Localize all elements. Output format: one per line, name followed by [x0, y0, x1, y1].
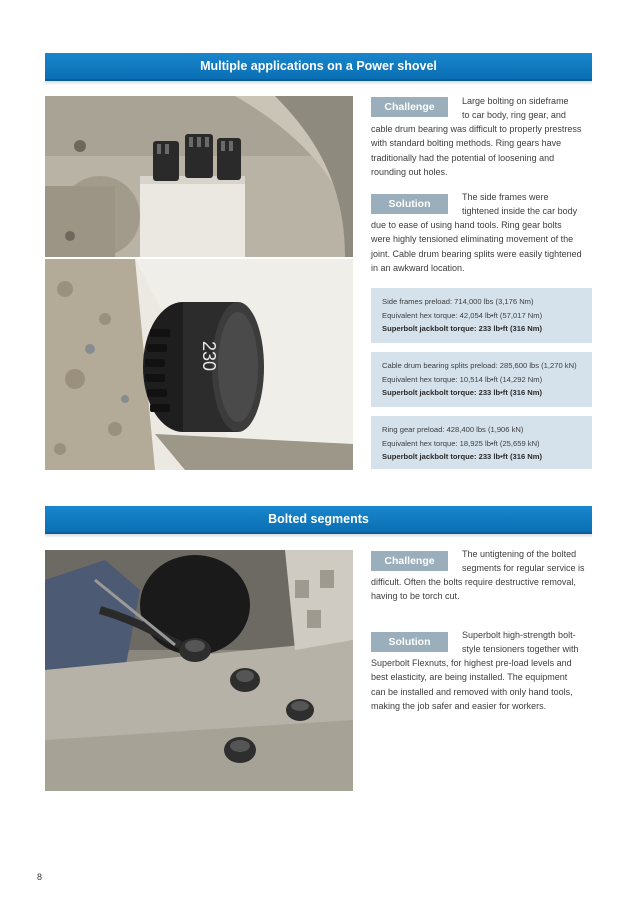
photo-ring-gear-tensioner — [45, 259, 353, 470]
text-line: in an awkward location. — [371, 263, 465, 274]
solution-body — [371, 656, 593, 714]
text-line: The untigtening of the bolted — [462, 549, 577, 559]
text-line: best elasticity, are being installed. The equipment — [371, 672, 568, 683]
page-number: 8 — [37, 872, 43, 882]
challenge-body — [371, 575, 593, 604]
challenge-label — [371, 97, 448, 117]
spec-jackbolt-torque: Superbolt jackbolt torque: 233 lb•ft (316 Nm) — [382, 452, 543, 461]
challenge-intro — [462, 94, 569, 123]
solution-label — [371, 632, 448, 652]
solution-intro — [462, 628, 579, 657]
spec-preload: Ring gear preload: 428,400 lbs (1,906 kN) — [382, 425, 524, 434]
text-line: The side frames were — [462, 192, 549, 202]
text-line: were highly tensioned eliminating movement of the — [371, 234, 574, 245]
text-line: segments for regular service is — [462, 563, 585, 574]
solution-intro — [462, 190, 577, 219]
text-line: with standard bolting methods. Ring gears have — [371, 138, 562, 149]
spec-hex-torque: Equivalent hex torque: 18,925 lb•ft (25,659 kN) — [382, 438, 540, 448]
solution-label-text: Solution — [388, 636, 431, 648]
text-line: having to be torch cut. — [371, 591, 460, 602]
spec-jackbolt-torque: Superbolt jackbolt torque: 233 lb•ft (316 Nm) — [382, 388, 543, 397]
photo-bolted-segments — [45, 550, 353, 791]
solution-label-text: Solution — [388, 198, 431, 210]
challenge-label-text: Challenge — [384, 555, 435, 567]
text-line: Superbolt Flexnuts, for highest pre-load levels and — [371, 658, 572, 668]
challenge-intro — [462, 547, 585, 576]
section-title: Multiple applications on a Power shovel — [200, 59, 437, 73]
spec-preload: Cable drum bearing splits preload: 285,600 lbs (1,270 kN) — [382, 361, 577, 370]
text-line: to car body, ring gear, and — [462, 110, 566, 121]
challenge-label — [371, 551, 448, 571]
spec-box-side-frames — [371, 288, 592, 343]
section-banner-power-shovel — [45, 53, 592, 81]
photo-sideframe-bolting — [45, 96, 353, 257]
text-line: Large bolting on sideframe — [462, 96, 569, 106]
text-line: traditionally had the potential of loosening and — [371, 152, 555, 163]
text-line: due to ease of using hand tools. Ring gear bolts — [371, 220, 562, 230]
section-banner-bolted-segments — [45, 506, 592, 534]
challenge-label-text: Challenge — [384, 101, 435, 113]
text-line: joint. Cable drum bearing splits were easily tightened — [371, 248, 582, 259]
challenge-body — [371, 122, 593, 180]
text-line: style tensioners together with — [462, 644, 579, 655]
text-line: difficult. Often the bolts require destructive removal, — [371, 577, 576, 587]
solution-body — [371, 218, 593, 276]
text-line: cable drum bearing was difficult to properly prestress — [371, 124, 582, 134]
spec-hex-torque: Equivalent hex torque: 42,054 lb•ft (57,017 Nm) — [382, 310, 543, 320]
stamp-marking: 230 — [199, 341, 219, 372]
text-line: making the job safer and easier for workers. — [371, 701, 547, 712]
spec-box-cable-drum — [371, 352, 592, 407]
spec-box-ring-gear — [371, 416, 592, 469]
spec-hex-torque: Equivalent hex torque: 10,514 lb•ft (14,292 Nm) — [382, 374, 543, 384]
solution-label — [371, 194, 448, 214]
text-line: tightened inside the car body — [462, 206, 578, 217]
spec-jackbolt-torque: Superbolt jackbolt torque: 233 lb•ft (316 Nm) — [382, 324, 543, 333]
section-title: Bolted segments — [268, 512, 369, 526]
text-line: rounding out holes. — [371, 167, 448, 178]
text-line: can be installed and removed with only hand tools, — [371, 686, 573, 697]
text-line: Superbolt high-strength bolt- — [462, 630, 576, 640]
spec-preload: Side frames preload: 714,000 lbs (3,176 Nm) — [382, 297, 534, 306]
